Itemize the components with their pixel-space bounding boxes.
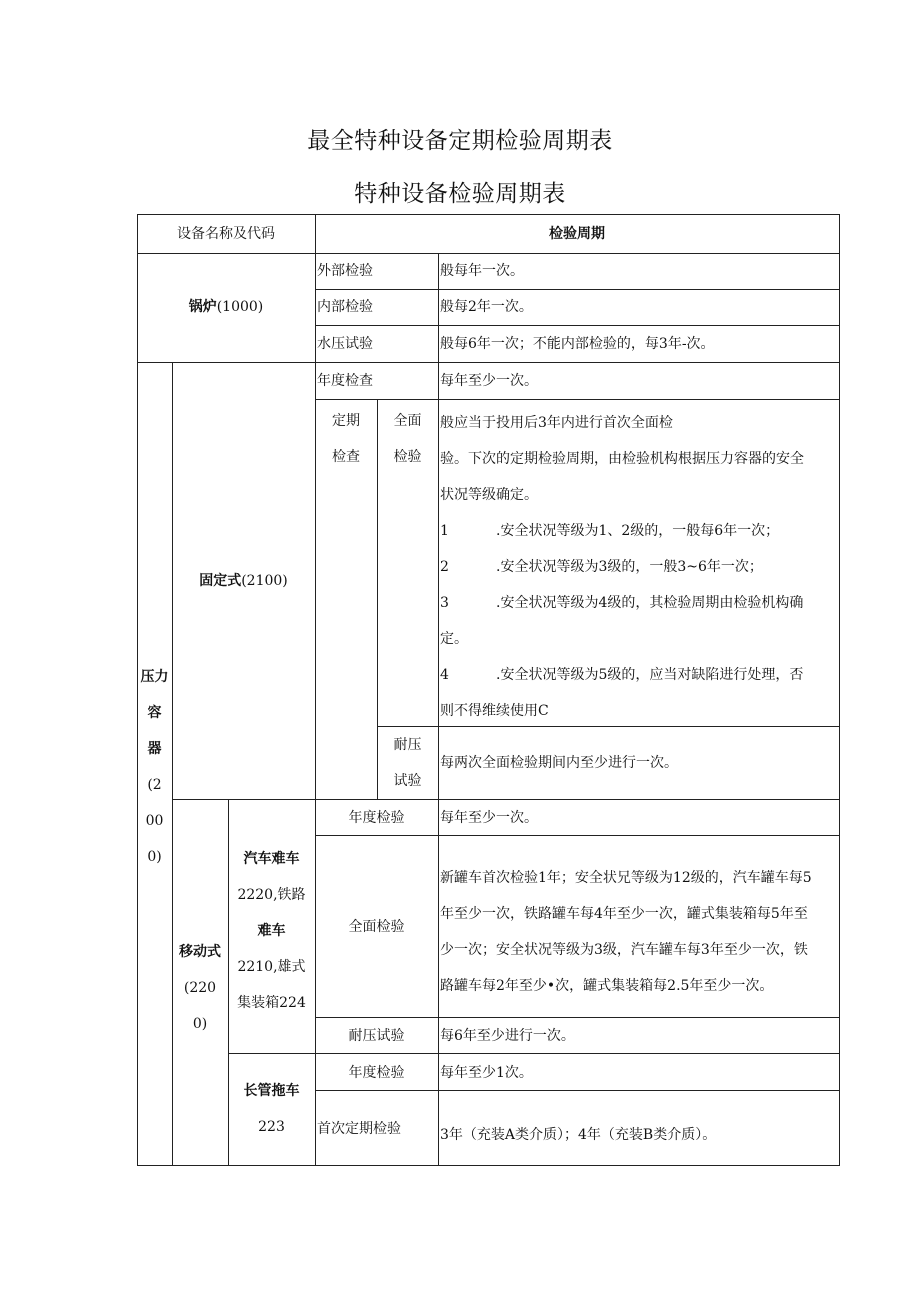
cycle-line: 验。下次的定期检验周期，由检验机构根据压力容器的安全	[440, 451, 804, 467]
cycle-line: 般应当于投用后3年内进行首次全面检	[440, 415, 673, 431]
vessel-name-line: 容	[147, 705, 162, 721]
tanker-line: 2210,雄式	[237, 959, 306, 975]
table-title: 特种设备检验周期表	[354, 181, 566, 207]
boiler-name: 锅炉	[188, 299, 217, 315]
item-number: 4	[440, 667, 449, 683]
tanker-pressure-item: 耐压试验	[348, 1028, 405, 1044]
item-continuation: 定。	[440, 631, 468, 647]
grid-line	[315, 399, 839, 400]
vessel-code-line: 00	[145, 813, 164, 829]
trailer-line: 长管拖车	[243, 1083, 300, 1099]
full-inspection-item	[377, 403, 438, 475]
periodic-line: 检查	[332, 449, 360, 465]
fixed-annual-cycle: 每年至少一次。	[440, 373, 538, 389]
cycle-line: 路罐车每2年至少•次，罐式集装箱每2.5年至少一次。	[440, 978, 774, 994]
tanker-annual-item: 年度检验	[348, 810, 405, 826]
mobile-code-line: (220	[183, 980, 217, 996]
mobile-code-line: 0)	[192, 1016, 208, 1032]
boiler-cycle: 般每2年一次。	[440, 299, 533, 315]
pressure-line: 耐压	[393, 737, 422, 753]
table-border-bottom	[137, 1165, 839, 1166]
vessel-code-line: (2	[147, 777, 162, 793]
fixed-vessel-label	[172, 572, 315, 590]
tanker-full-item: 全面检验	[348, 919, 405, 935]
mobile-vessel-label	[172, 934, 228, 1042]
trailer-first-item: 首次定期检验	[317, 1121, 401, 1137]
safety-level-item	[440, 657, 838, 693]
fixed-pressure-test-item	[377, 727, 438, 799]
cycle-line: 新罐车首次检验1年；安全状兄等级为12级的，汽车罐车每5	[440, 870, 812, 886]
full-inspection-cycle	[440, 405, 838, 729]
grid-line	[315, 835, 839, 836]
vessel-code-line: 0)	[147, 849, 162, 865]
item-text: .安全状况等级为5级的，应当对缺陷进行处理，否	[496, 667, 804, 683]
fixed-code: (2100)	[241, 573, 288, 589]
cycle-line: 少一次；安全状况等级为3级，汽车罐车每3年至少一次，铁	[440, 942, 808, 958]
grid-line	[315, 289, 839, 290]
cycle-line: 状况等级确定。	[440, 487, 538, 503]
safety-level-item	[440, 585, 838, 621]
trailer-annual-item: 年度检验	[348, 1065, 405, 1081]
boiler-item: 水压试验	[317, 336, 373, 352]
boiler-label	[137, 298, 315, 316]
tube-trailer-label	[228, 1073, 315, 1145]
fixed-pressure-test-cycle: 每两次全面检验期间内至少进行一次。	[440, 755, 678, 771]
header-equipment-name: 设备名称及代码	[177, 226, 275, 242]
boiler-item: 内部检验	[317, 299, 373, 315]
cycle-line: 年至少一次，铁路罐车每4年至少一次，罐式集装箱每5年至	[440, 906, 808, 922]
grid-line	[315, 1090, 839, 1091]
grid-line	[315, 214, 316, 1166]
full-line: 全面	[393, 413, 422, 429]
boiler-item: 外部检验	[317, 263, 373, 279]
grid-line	[172, 799, 839, 800]
item-number: 3	[440, 595, 449, 611]
table-border-top	[137, 214, 839, 215]
grid-line	[315, 1017, 839, 1018]
table-border-right	[839, 214, 840, 1166]
item-number: 2	[440, 559, 449, 575]
fixed-annual-item: 年度检查	[317, 373, 373, 389]
item-text: .安全状况等级为1、2级的，一般每6年一次；	[496, 523, 780, 539]
safety-level-item	[440, 513, 838, 549]
tanker-annual-cycle: 每年至少一次。	[440, 810, 538, 826]
item-number: 1	[440, 523, 449, 539]
full-line: 检验	[393, 449, 422, 465]
grid-line	[137, 362, 839, 363]
tanker-line: 汽车难车	[243, 851, 300, 867]
document-title: 最全特种设备定期检验周期表	[307, 128, 613, 154]
boiler-cycle: 般每6年一次；不能内部检验的，每3年-次。	[440, 336, 715, 352]
periodic-line: 定期	[332, 413, 360, 429]
trailer-line: 223	[258, 1119, 285, 1135]
tanker-pressure-cycle: 每6年至少进行一次。	[440, 1028, 575, 1044]
grid-line	[315, 325, 839, 326]
pressure-line: 试验	[393, 773, 422, 789]
grid-line	[172, 362, 173, 1166]
vessel-name-line: 器	[147, 741, 162, 757]
tanker-label	[228, 841, 315, 1021]
grid-line	[438, 399, 439, 799]
grid-line	[228, 1053, 839, 1054]
grid-line	[438, 799, 439, 1166]
trailer-annual-cycle: 每年至少1次。	[440, 1065, 533, 1081]
header-inspection-cycle: 检验周期	[549, 226, 605, 242]
fixed-name: 固定式	[199, 573, 242, 589]
grid-line	[438, 362, 439, 399]
vessel-name-line: 压力	[140, 669, 169, 685]
safety-level-item	[440, 549, 838, 585]
pressure-vessel-label	[137, 659, 172, 875]
tanker-line: 2220,铁路	[237, 887, 306, 903]
tanker-full-cycle	[440, 860, 838, 1004]
item-text: .安全状况等级为4级的，其检验周期由检验机构确	[496, 595, 804, 611]
item-continuation: 则不得维续使用C	[440, 703, 549, 719]
tanker-line: 集装箱224	[237, 995, 306, 1011]
mobile-name: 移动式	[179, 944, 221, 960]
periodic-check-group	[315, 403, 377, 475]
trailer-first-cycle: 3年（充装A类介质）；4年（充装B类介质）。	[440, 1127, 717, 1143]
boiler-cycle: 般每年一次。	[440, 263, 524, 279]
grid-line	[137, 253, 839, 254]
item-text: .安全状况等级为3级的，一般3~6年一次；	[496, 559, 763, 575]
tanker-line: 难车	[257, 923, 286, 939]
boiler-code: (1000)	[216, 299, 264, 315]
